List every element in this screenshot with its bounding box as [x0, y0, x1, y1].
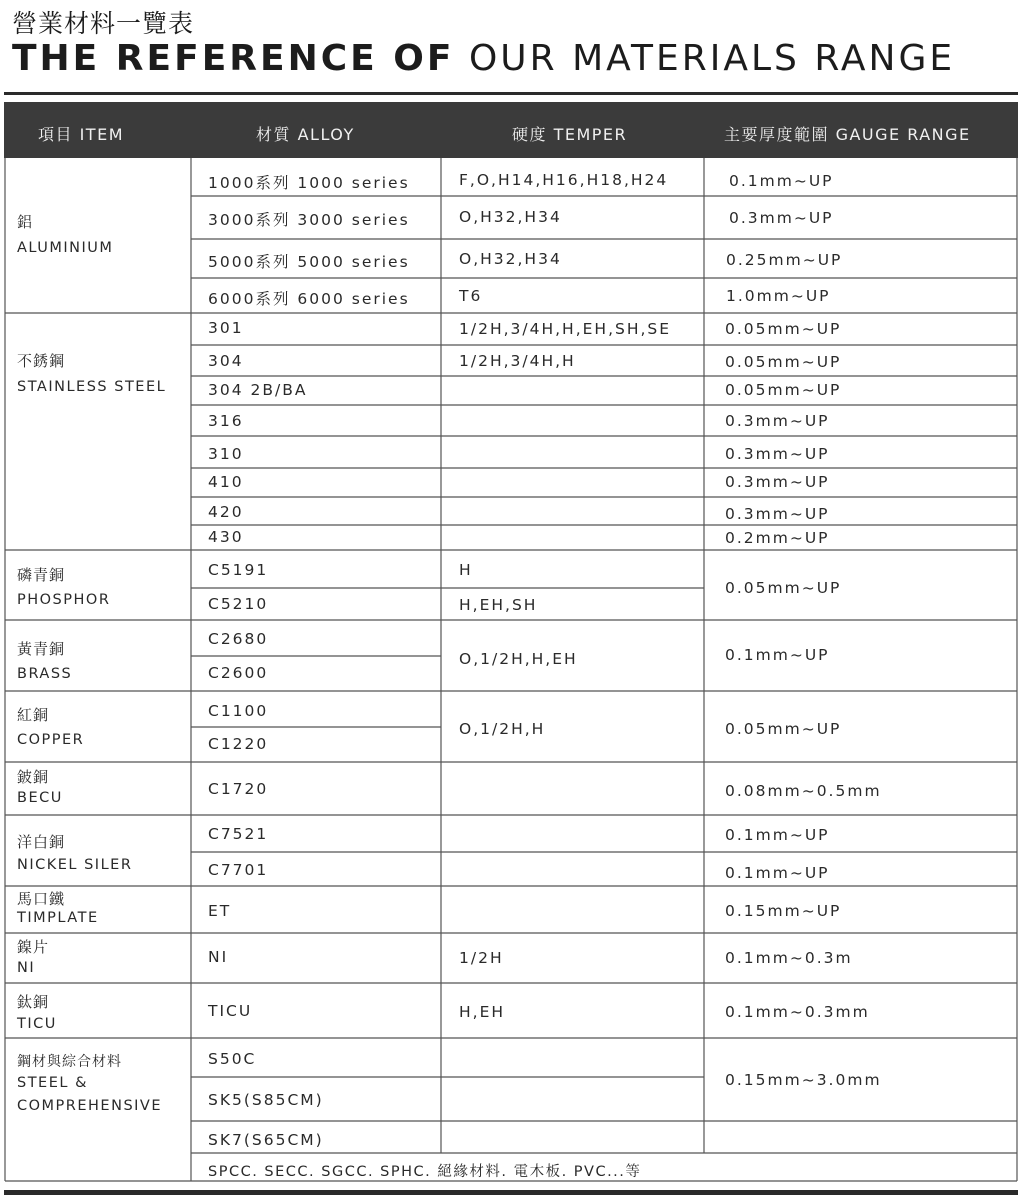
temper-6000: T6 — [459, 287, 483, 305]
item-zh-ni: 鎳片 — [17, 938, 50, 956]
alloy-420: 420 — [208, 503, 244, 521]
temper-ni: 1/2H — [459, 949, 504, 967]
temper-copper: O,1/2H,H — [459, 720, 546, 738]
item-zh-becu: 鈹銅 — [17, 768, 50, 786]
alloy-430: 430 — [208, 528, 244, 546]
gauge-316: 0.3mm~UP — [725, 412, 830, 430]
item-en-steel: STEEL & — [17, 1075, 88, 1091]
page-title-chinese: 營業材料一覽表 — [12, 9, 195, 38]
alloy-5000: 5000系列 5000 series — [208, 253, 410, 271]
gauge-brass: 0.1mm~UP — [725, 646, 830, 664]
gauge-c7701: 0.1mm~UP — [725, 864, 830, 882]
gauge-phosphor: 0.05mm~UP — [725, 579, 842, 597]
item-zh-steel: 鋼材與綜合材料 — [17, 1054, 122, 1070]
temper-3000: O,H32,H34 — [459, 208, 562, 226]
gauge-tinplate: 0.15mm~UP — [725, 902, 842, 920]
temper-301: 1/2H,3/4H,H,EH,SH,SE — [459, 320, 672, 338]
item-zh-stainless: 不銹鋼 — [17, 352, 66, 370]
alloy-c7701: C7701 — [208, 861, 269, 879]
alloy-1000: 1000系列 1000 series — [208, 174, 410, 192]
gauge-3000: 0.3mm~UP — [729, 209, 834, 227]
alloy-c1720: C1720 — [208, 780, 269, 798]
header-item: 項目 ITEM — [38, 125, 124, 144]
gauge-310: 0.3mm~UP — [725, 445, 830, 463]
item-en-ticu: TICU — [17, 1016, 57, 1032]
alloy-ticu: TICU — [208, 1002, 253, 1020]
gauge-420: 0.3mm~UP — [725, 505, 830, 523]
alloy-304: 304 — [208, 352, 244, 370]
gauge-304: 0.05mm~UP — [725, 353, 842, 371]
gauge-6000: 1.0mm~UP — [726, 287, 831, 305]
alloy-sk7: SK7(S65CM) — [208, 1131, 324, 1149]
gauge-410: 0.3mm~UP — [725, 473, 830, 491]
alloy-c2680: C2680 — [208, 630, 269, 648]
item-en-nickel-silver: NICKEL SILER — [17, 857, 133, 873]
alloy-301: 301 — [208, 319, 244, 337]
item-en-ni: NI — [17, 960, 36, 976]
item-en-becu: BECU — [17, 790, 63, 806]
title-bold-part: THE REFERENCE OF — [12, 38, 455, 79]
gauge-ni: 0.1mm~0.3m — [725, 949, 853, 967]
alloy-et: ET — [208, 902, 232, 920]
temper-c5191: H — [459, 561, 473, 579]
temper-5000: O,H32,H34 — [459, 250, 562, 268]
alloy-c2600: C2600 — [208, 664, 269, 682]
gauge-ticu: 0.1mm~0.3mm — [725, 1003, 870, 1021]
alloy-304-2b-ba: 304 2B/BA — [208, 381, 308, 399]
item-en-aluminium: ALUMINIUM — [17, 240, 114, 256]
item-zh-phosphor: 磷青銅 — [17, 566, 66, 584]
alloy-c5210: C5210 — [208, 595, 269, 613]
gauge-301: 0.05mm~UP — [725, 320, 842, 338]
gauge-304-2b-ba: 0.05mm~UP — [725, 381, 842, 399]
gauge-430: 0.2mm~UP — [725, 529, 830, 547]
item-en-steel-2: COMPREHENSIVE — [17, 1098, 163, 1114]
alloy-s50c: S50C — [208, 1050, 257, 1068]
item-en-brass: BRASS — [17, 666, 73, 682]
header-alloy: 材質 ALLOY — [256, 125, 355, 144]
alloy-c1220: C1220 — [208, 735, 269, 753]
item-en-phosphor: PHOSPHOR — [17, 592, 111, 608]
alloy-c1100: C1100 — [208, 702, 269, 720]
alloy-6000: 6000系列 6000 series — [208, 290, 410, 308]
alloy-310: 310 — [208, 445, 244, 463]
item-zh-aluminium: 鋁 — [17, 213, 34, 231]
gauge-steel: 0.15mm~3.0mm — [725, 1071, 882, 1089]
alloy-c5191: C5191 — [208, 561, 269, 579]
item-zh-nickel-silver: 洋白銅 — [17, 833, 66, 851]
alloy-410: 410 — [208, 473, 244, 491]
temper-1000: F,O,H14,H16,H18,H24 — [459, 171, 669, 189]
temper-c5210: H,EH,SH — [459, 596, 538, 614]
item-zh-tinplate: 馬口鐵 — [17, 890, 66, 908]
temper-brass: O,1/2H,H,EH — [459, 650, 578, 668]
item-en-tinplate: TIMPLATE — [17, 910, 99, 926]
gauge-5000: 0.25mm~UP — [726, 251, 843, 269]
alloy-sk5: SK5(S85CM) — [208, 1091, 324, 1109]
gauge-1000: 0.1mm~UP — [729, 172, 834, 190]
alloy-316: 316 — [208, 412, 244, 430]
header-gauge: 主要厚度範圍 GAUGE RANGE — [724, 125, 971, 144]
alloy-3000: 3000系列 3000 series — [208, 211, 410, 229]
item-zh-ticu: 鈦銅 — [17, 993, 50, 1011]
item-zh-copper: 紅銅 — [17, 706, 50, 724]
header-temper: 硬度 TEMPER — [512, 125, 628, 144]
gauge-c7521: 0.1mm~UP — [725, 826, 830, 844]
alloy-c7521: C7521 — [208, 825, 269, 843]
alloy-ni: NI — [208, 948, 229, 966]
item-en-stainless: STAINLESS STEEL — [17, 379, 167, 395]
gauge-becu: 0.08mm~0.5mm — [725, 782, 882, 800]
gauge-copper: 0.05mm~UP — [725, 720, 842, 738]
footer-note: SPCC. SECC. SGCC. SPHC. 絕緣材料. 電木板. PVC...等 — [208, 1164, 642, 1180]
temper-304: 1/2H,3/4H,H — [459, 352, 576, 370]
title-regular-part: OUR MATERIALS RANGE — [468, 38, 956, 79]
item-en-copper: COPPER — [17, 732, 85, 748]
item-zh-brass: 黃青銅 — [17, 640, 66, 658]
temper-ticu: H,EH — [459, 1003, 506, 1021]
